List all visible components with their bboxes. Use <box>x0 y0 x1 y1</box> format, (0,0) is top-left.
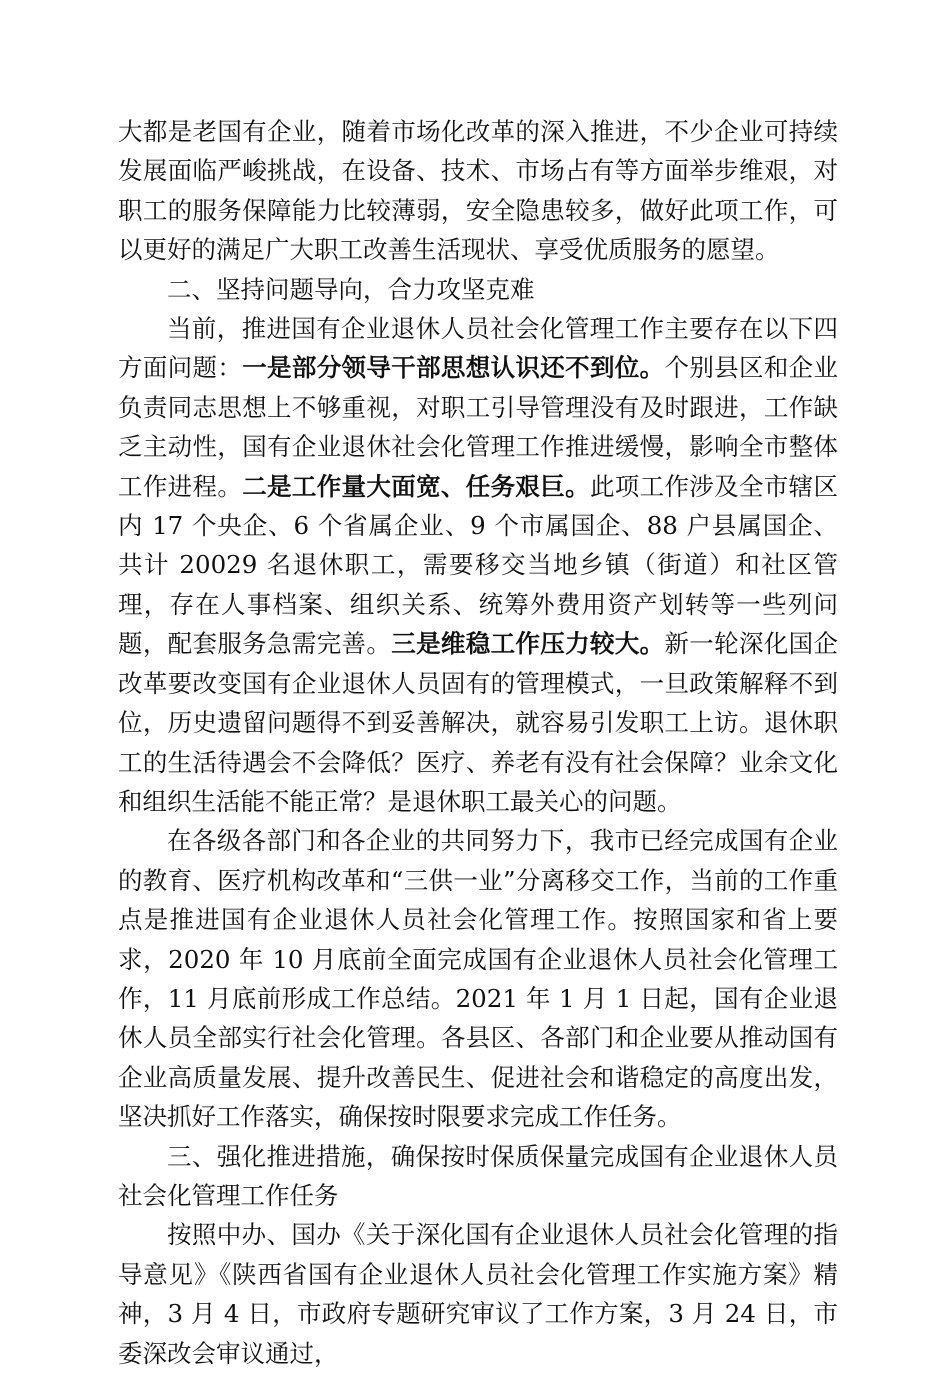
paragraph-background: 大都是老国有企业，随着市场化改革的深入推进，不少企业可持续发展面临严峻挑战，在设备、技术、市场占有等方面举步维艰，对职工的服务保障能力比较薄弱，安全隐患较多，做好此项工作，可以更好的满足广大职工改善生活现状、享受优质服务的愿望。 <box>118 117 838 265</box>
problem-3-text: 新一轮深化国企改革要改变国有企业退休人员固有的管理模式，一旦政策解释不到位，历史遗留问题得不到妥善解决，就容易引发职工上访。退休职工的生活待遇会不会降低？医疗、养老有没有社会保障？业余文化和组织生活能不能正常？是退休职工最关心的问题。 <box>118 629 839 816</box>
document-body <box>118 112 838 1373</box>
paragraph-measures: 按照中办、国办《关于深化国有企业退休人员社会化管理的指导意见》《陕西省国有企业退休人员社会化管理工作实施方案》精神，3 月 4 日，市政府专题研究审议了工作方案，3 月 24 日，市委深改会审议通过， <box>118 1220 838 1368</box>
paragraph-progress: 在各级各部门和各企业的共同努力下，我市已经完成国有企业的教育、医疗机构改革和“三供一业”分离移交工作，当前的工作重点是推进国有企业退休人员社会化管理工作。按照国家和省上要求，2020 年 10 月底前全面完成国有企业退休人员社会化管理工作，11 月底前形成工作总结。2021 年 1 月 1 日起，国有企业退休人员全部实行社会化管理。各县区、各部门和企业要从推动国有企业高质量发展、提升改善民生、促进社会和谐稳定的高度出发，坚决抓好工作落实，确保按时限要求完成工作任务。 <box>118 826 838 1132</box>
section-heading-3: 三、强化推进措施，确保按时保质保量完成国有企业退休人员社会化管理工作任务 <box>118 1141 838 1210</box>
section-heading-2: 二、坚持问题导向，合力攻坚克难 <box>167 274 535 304</box>
problem-1-text: 个别县区和企业负责同志思想上不够重视，对职工引导管理没有及时跟进，工作缺乏主动性，国有企业退休社会化管理工作推进缓慢，影响全市整体工作进程。 <box>118 353 839 501</box>
problem-1-heading: 一是部分领导干部思想认识还不到位。 <box>242 353 665 383</box>
problem-2-heading: 二是工作量大面宽、任务艰巨。 <box>242 471 590 501</box>
problem-3-heading: 三是维稳工作压力较大。 <box>391 629 665 659</box>
problems-intro: 当前，推进国有企业退休人员社会化管理工作主要存在以下四方面问题： <box>118 314 838 383</box>
problem-2-text: 此项工作涉及全市辖区内 17 个央企、6 个省属企业、9 个市属国企、88 户县属国企、共计 20029 名退休职工，需要移交当地乡镇（街道）和社区管理，存在人事档案、组织关系、统筹外费用资产划转等一些列问题，配套服务急需完善。 <box>118 471 839 659</box>
paragraph-problems <box>118 309 838 821</box>
